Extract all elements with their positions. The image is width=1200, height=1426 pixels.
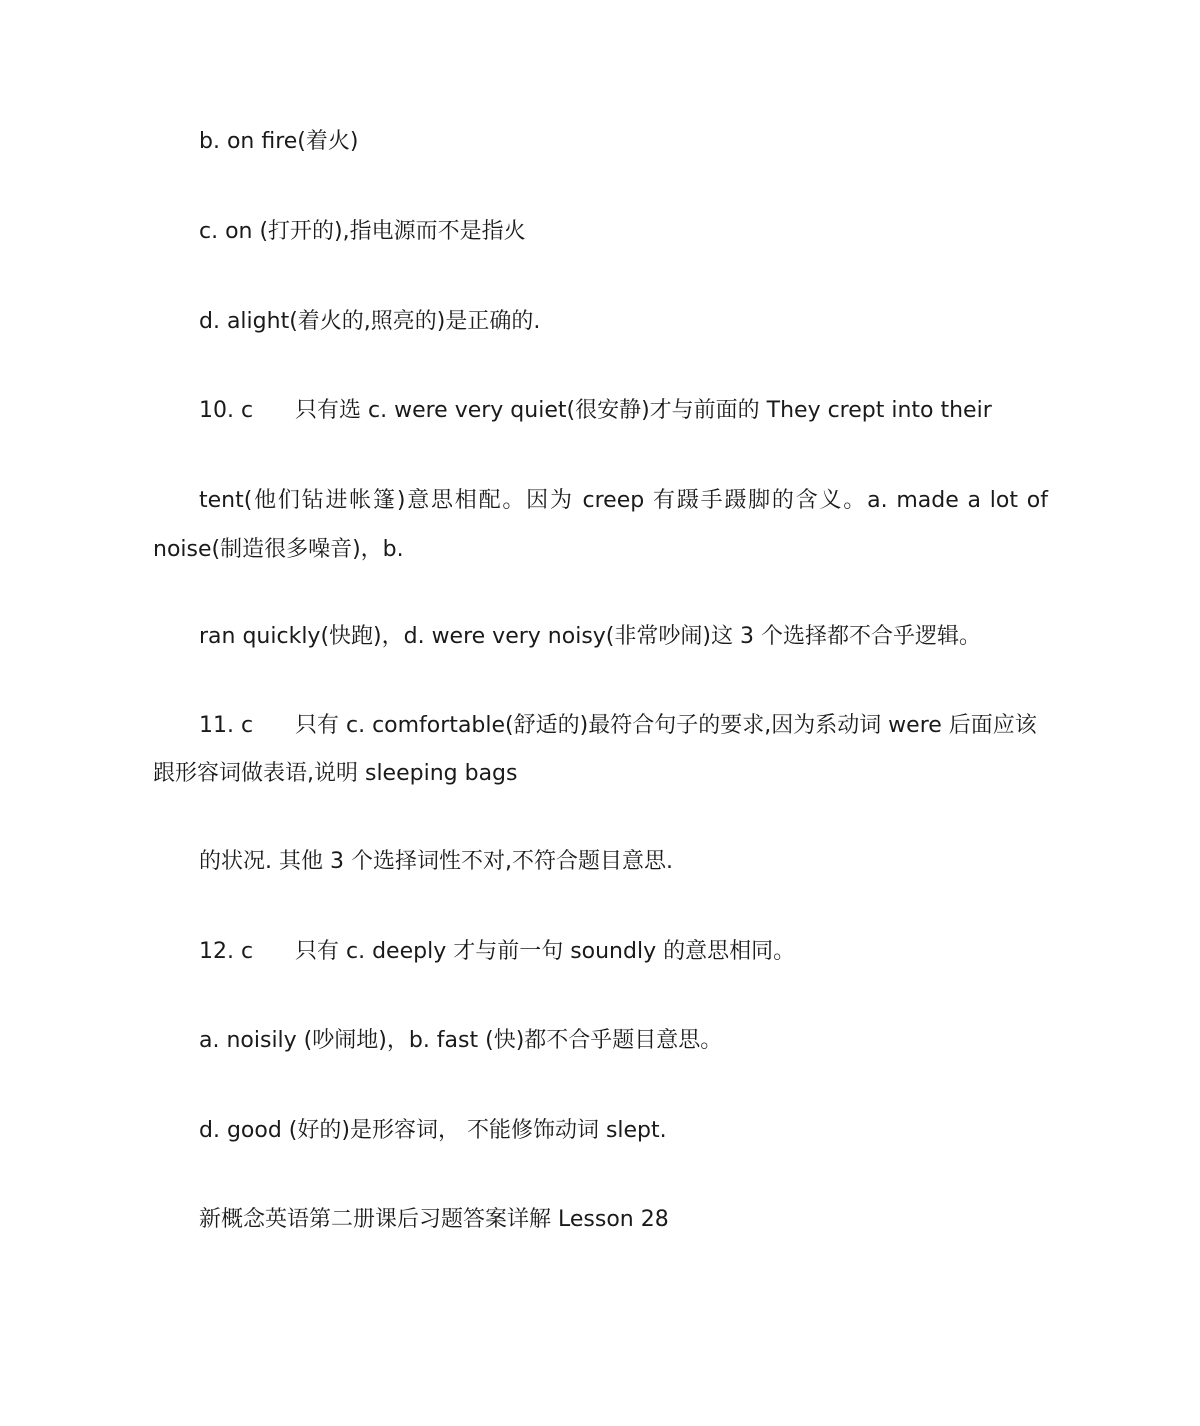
answer-11: [199, 711, 1037, 741]
answer-12-number: 12. c: [199, 939, 254, 964]
answer-line-d: d. alight(着火的,照亮的)是正确的.: [199, 309, 541, 334]
answer-line-c: c. on (打开的),指电源而不是指火: [199, 219, 526, 244]
answer-11-explanation: 只有 c. comfortable(舒适的)最符合句子的要求,因为系动词 were 后面应该: [295, 713, 1037, 738]
answer-12-options-ab: a. noisily (吵闹地)，b. fast (快)都不合乎题目意思。: [199, 1028, 723, 1053]
answer-10-options: ran quickly(快跑)，d. were very noisy(非常吵闹)这 3 个选择都不合乎逻辑。: [199, 624, 981, 649]
answer-10: [199, 396, 992, 426]
answer-11-number: 11. c: [199, 713, 254, 738]
answer-10-continued-wrap: noise(制造很多噪音)，b.: [153, 537, 404, 562]
answer-12-explanation: 只有 c. deeply 才与前一句 soundly 的意思相同。: [295, 939, 796, 964]
answer-12: [199, 937, 795, 967]
answer-10-continued: tent(他们钻进帐篷)意思相配。因为 creep 有蹑手蹑脚的含义。a. made a lot of: [199, 488, 1048, 513]
answer-line-b: b. on fire(着火): [199, 129, 359, 154]
answer-11-options: 的状况. 其他 3 个选择词性不对,不符合题目意思.: [199, 849, 673, 874]
answer-10-number: 10. c: [199, 398, 254, 423]
answer-11-wrap: 跟形容词做表语,说明 sleeping bags: [153, 761, 518, 786]
answer-12-option-d: d. good (好的)是形容词， 不能修饰动词 slept.: [199, 1118, 667, 1143]
lesson-heading: 新概念英语第二册课后习题答案详解 Lesson 28: [199, 1207, 669, 1232]
answer-10-explanation: 只有选 c. were very quiet(很安静)才与前面的 They crept into their: [295, 398, 992, 423]
